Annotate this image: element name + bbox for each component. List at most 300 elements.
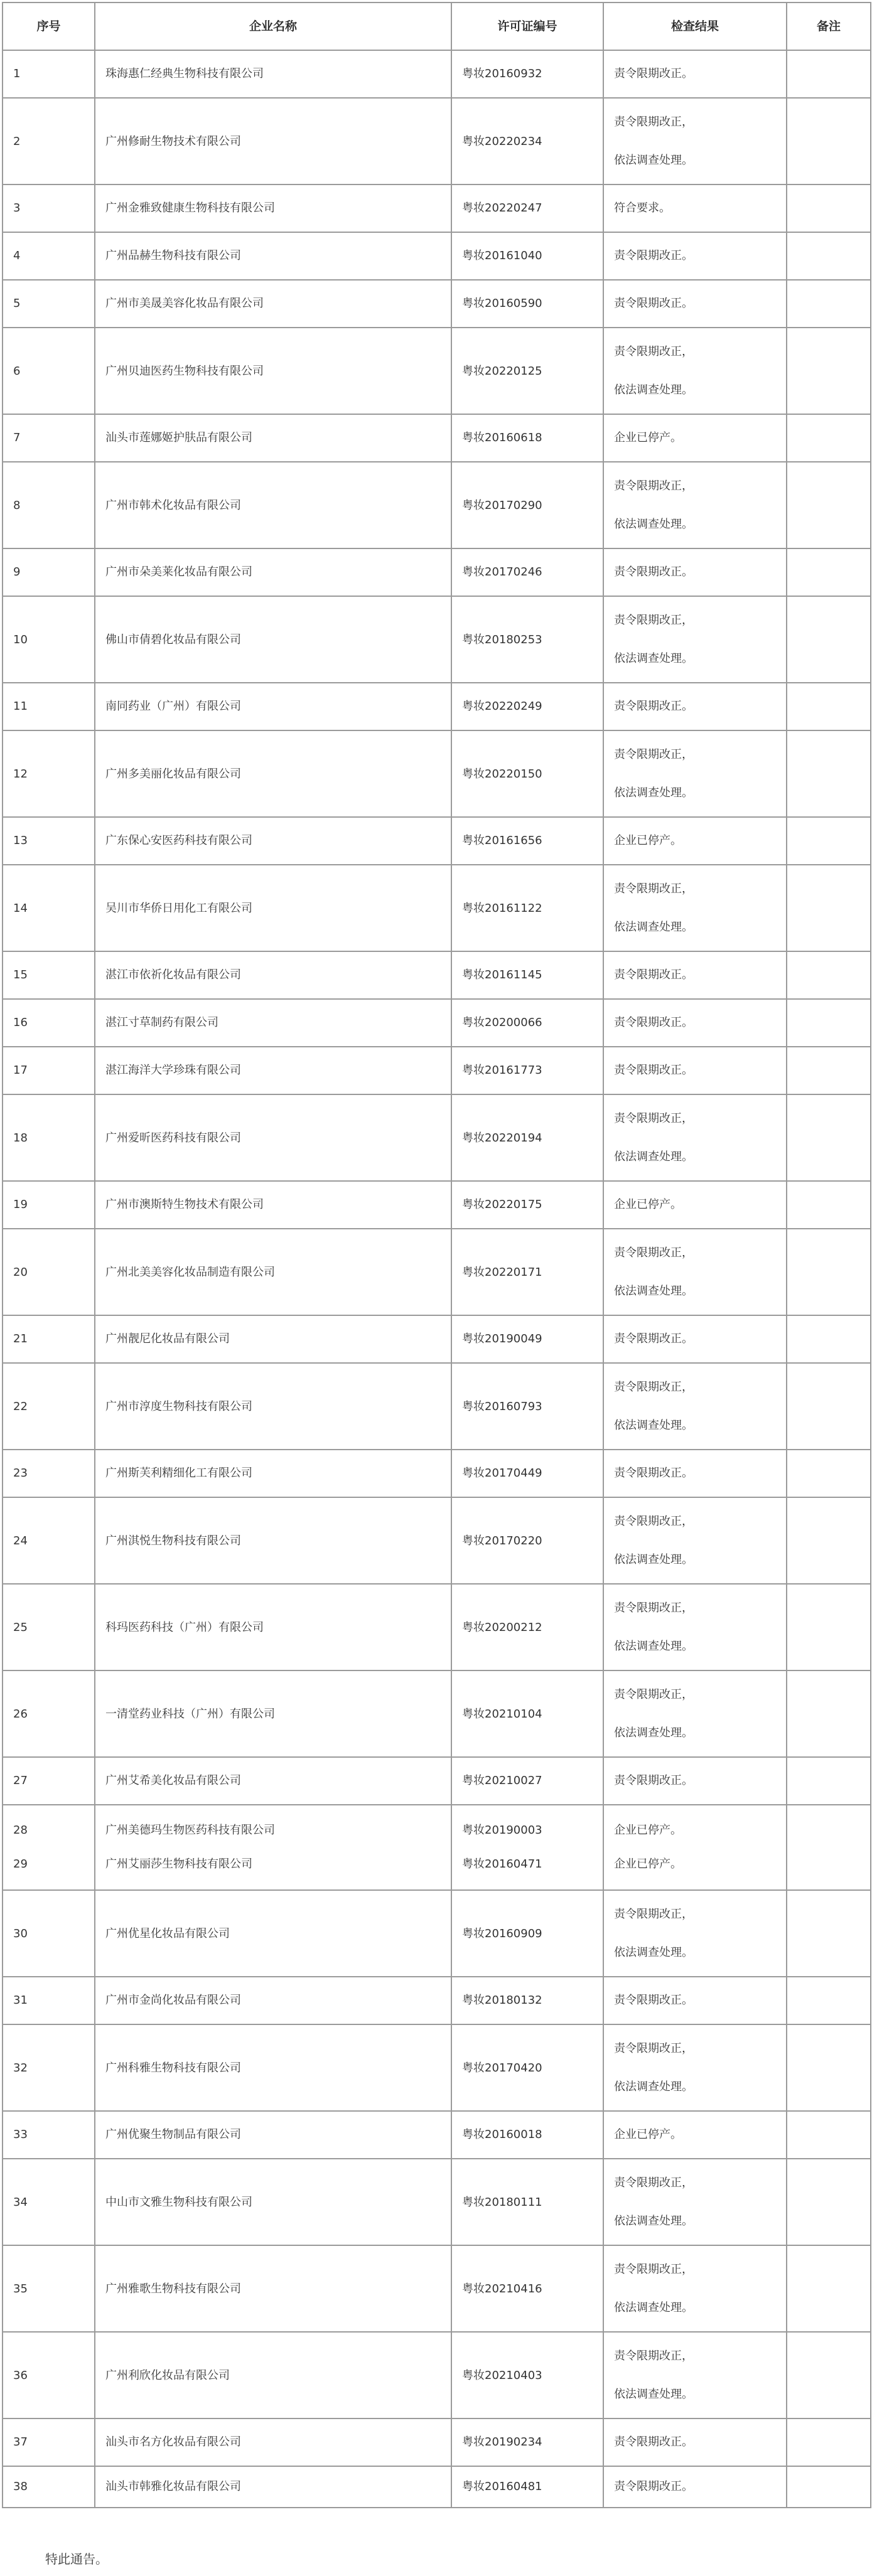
cell-seq-line: 27 [13, 1774, 28, 1787]
table-row [3, 817, 871, 865]
header-seq: 序号 [3, 3, 95, 50]
cell-company-line: 科玛医药科技（广州）有限公司 [105, 1620, 264, 1634]
cell-company-line: 广州斯芙利精细化工有限公司 [105, 1467, 252, 1480]
cell-company [95, 280, 451, 328]
table-row [3, 2332, 871, 2418]
cell-license-line: 粤妆20220234 [462, 134, 542, 148]
cell-company-line: 湛江寸草制药有限公司 [105, 1016, 218, 1029]
cell-company [95, 232, 451, 280]
cell-result [603, 1805, 787, 1890]
table-row [3, 184, 871, 232]
cell-remark [787, 280, 871, 328]
table-row [3, 1315, 871, 1363]
cell-result-line: 责令限期改正， [614, 1601, 693, 1615]
cell-seq [3, 596, 95, 683]
cell-seq [3, 1890, 95, 1977]
table-row [3, 548, 871, 596]
cell-seq-line: 7 [13, 431, 21, 444]
cell-company-line: 湛江市依祈化妆品有限公司 [105, 968, 241, 981]
cell-license [451, 683, 603, 730]
table-row [3, 462, 871, 548]
cell-remark [787, 730, 871, 817]
cell-company [95, 548, 451, 596]
cell-result [603, 1047, 787, 1094]
cell-company-line: 广州多美丽化妆品有限公司 [105, 767, 241, 781]
cell-result [603, 951, 787, 999]
cell-seq-line: 32 [13, 2061, 28, 2075]
cell-seq [3, 1181, 95, 1229]
cell-result-line: 责令限期改正。 [614, 1467, 693, 1480]
cell-company-line: 广州市韩术化妆品有限公司 [105, 498, 241, 512]
cell-seq [3, 1497, 95, 1584]
cell-license [451, 865, 603, 951]
cell-result-line: 企业已停产。 [614, 1824, 682, 1837]
cell-result-line: 企业已停产。 [614, 431, 682, 444]
cell-company-line: 汕头市莲娜姬护肤品有限公司 [105, 431, 252, 444]
cell-license [451, 414, 603, 462]
table-row [3, 280, 871, 328]
cell-result-line: 企业已停产。 [614, 1198, 682, 1211]
cell-seq-line: 23 [13, 1467, 28, 1480]
cell-company-line: 珠海惠仁经典生物科技有限公司 [105, 67, 264, 80]
cell-result [603, 2418, 787, 2466]
cell-seq-line: 17 [13, 1064, 28, 1077]
table-row [3, 2466, 871, 2508]
cell-result [603, 1315, 787, 1363]
cell-license-line: 粤妆20160618 [462, 431, 542, 444]
cell-seq-line: 33 [13, 2128, 28, 2141]
cell-result [603, 184, 787, 232]
cell-company [95, 1181, 451, 1229]
cell-company [95, 98, 451, 184]
cell-license [451, 951, 603, 999]
cell-result-line: 责令限期改正， [614, 1688, 693, 1701]
table-row [3, 683, 871, 730]
cell-remark [787, 596, 871, 683]
cell-company [95, 1497, 451, 1584]
cell-remark [787, 817, 871, 865]
cell-company [95, 1757, 451, 1805]
cell-remark [787, 2418, 871, 2466]
cell-seq [3, 2332, 95, 2418]
cell-remark [787, 2159, 871, 2245]
cell-license-line: 粤妆20220171 [462, 1265, 542, 1279]
cell-result-line: 责令限期改正， [614, 345, 693, 358]
cell-result-line: 依法调查处理。 [614, 518, 693, 531]
cell-result [603, 1497, 787, 1584]
cell-company-line: 广州艾丽莎生物科技有限公司 [105, 1857, 252, 1871]
cell-license-line: 粤妆20160018 [462, 2128, 542, 2141]
table-row [3, 1363, 871, 1450]
cell-result [603, 328, 787, 414]
cell-seq [3, 1670, 95, 1757]
table-row [3, 1229, 871, 1315]
cell-result [603, 817, 787, 865]
cell-remark [787, 2332, 871, 2418]
cell-seq [3, 462, 95, 548]
cell-license-line: 粤妆20220175 [462, 1198, 542, 1211]
cell-result-line: 责令限期改正， [614, 748, 693, 761]
cell-license-line: 粤妆20170420 [462, 2061, 542, 2075]
cell-company-line: 一清堂药业科技（广州）有限公司 [105, 1707, 275, 1721]
cell-result [603, 1229, 787, 1315]
cell-company-line: 广州北美美容化妆品制造有限公司 [105, 1265, 275, 1279]
cell-remark [787, 414, 871, 462]
cell-company [95, 2245, 451, 2332]
table-row [3, 2159, 871, 2245]
cell-seq-line: 35 [13, 2282, 28, 2295]
table-row [3, 2245, 871, 2332]
cell-result-line: 责令限期改正。 [614, 2480, 693, 2493]
cell-company-line: 广州科雅生物科技有限公司 [105, 2061, 241, 2075]
cell-license-line: 粤妆20220150 [462, 767, 542, 781]
cell-result-line: 责令限期改正， [614, 1908, 693, 1921]
cell-remark [787, 1047, 871, 1094]
cell-license [451, 548, 603, 596]
cell-result-line: 企业已停产。 [614, 834, 682, 847]
cell-remark [787, 1181, 871, 1229]
cell-license [451, 999, 603, 1047]
cell-result-line: 依法调查处理。 [614, 1285, 693, 1298]
cell-result [603, 280, 787, 328]
cell-seq-line: 2 [13, 134, 21, 148]
cell-license-line: 粤妆20161122 [462, 901, 542, 915]
cell-license-line: 粤妆20210416 [462, 2282, 542, 2295]
cell-result [603, 2024, 787, 2111]
cell-seq [3, 730, 95, 817]
cell-seq-line: 36 [13, 2368, 28, 2382]
table-row [3, 232, 871, 280]
cell-company [95, 1977, 451, 2024]
table-row [3, 1181, 871, 1229]
cell-seq [3, 2466, 95, 2508]
cell-license [451, 1094, 603, 1181]
cell-company-line: 广州贝迪医药生物科技有限公司 [105, 364, 264, 378]
cell-seq-line: 30 [13, 1927, 28, 1940]
cell-license-line: 粤妆20210027 [462, 1774, 542, 1787]
cell-license [451, 1229, 603, 1315]
cell-seq-line: 11 [13, 700, 28, 713]
cell-license-line: 粤妆20160471 [462, 1857, 542, 1871]
cell-seq-line: 25 [13, 1620, 28, 1634]
table-row [3, 596, 871, 683]
cell-license-line: 粤妆20160932 [462, 67, 542, 80]
cell-company [95, 951, 451, 999]
cell-result [603, 2159, 787, 2245]
table-row [3, 2418, 871, 2466]
cell-seq [3, 2418, 95, 2466]
cell-company [95, 328, 451, 414]
cell-license-line: 粤妆20161773 [462, 1064, 542, 1077]
cell-seq [3, 2159, 95, 2245]
cell-remark [787, 462, 871, 548]
cell-remark [787, 328, 871, 414]
cell-result-line: 依法调查处理。 [614, 2301, 693, 2314]
cell-seq-line: 20 [13, 1265, 28, 1279]
cell-remark [787, 184, 871, 232]
cell-license [451, 98, 603, 184]
cell-company [95, 1047, 451, 1094]
cell-seq [3, 98, 95, 184]
table-row [3, 1450, 871, 1497]
cell-remark [787, 1094, 871, 1181]
cell-company-line: 广州市朵美莱化妆品有限公司 [105, 565, 252, 579]
cell-result [603, 2332, 787, 2418]
cell-result-line: 依法调查处理。 [614, 1640, 693, 1653]
cell-company [95, 1094, 451, 1181]
cell-seq-line: 1 [13, 67, 21, 80]
cell-result-line: 责令限期改正。 [614, 968, 693, 981]
cell-license [451, 1181, 603, 1229]
cell-company [95, 683, 451, 730]
cell-result-line: 依法调查处理。 [614, 154, 693, 167]
cell-company-line: 广东保心安医药科技有限公司 [105, 834, 252, 847]
cell-remark [787, 865, 871, 951]
cell-result-line: 依法调查处理。 [614, 2215, 693, 2228]
cell-result [603, 1670, 787, 1757]
cell-result [603, 98, 787, 184]
cell-result-line: 责令限期改正， [614, 479, 693, 493]
cell-result-line: 责令限期改正。 [614, 565, 693, 579]
cell-result [603, 548, 787, 596]
cell-result-line: 责令限期改正。 [614, 1774, 693, 1787]
cell-seq-line: 3 [13, 201, 21, 215]
cell-result-line: 责令限期改正， [614, 2263, 693, 2276]
cell-remark [787, 1315, 871, 1363]
cell-license [451, 1890, 603, 1977]
cell-company [95, 50, 451, 98]
cell-license [451, 328, 603, 414]
cell-company [95, 1363, 451, 1450]
cell-remark [787, 2245, 871, 2332]
cell-seq [3, 548, 95, 596]
cell-license-line: 粤妆20220247 [462, 201, 542, 215]
cell-company-line: 广州艾希美化妆品有限公司 [105, 1774, 241, 1787]
cell-license-line: 粤妆20180132 [462, 1994, 542, 2007]
cell-remark [787, 2111, 871, 2159]
closing-note: 特此通告。 [45, 2552, 108, 2567]
cell-seq [3, 414, 95, 462]
cell-seq [3, 1315, 95, 1363]
cell-company-line: 广州爱昕医药科技有限公司 [105, 1131, 241, 1145]
table-row [3, 1047, 871, 1094]
cell-remark [787, 1670, 871, 1757]
cell-seq [3, 817, 95, 865]
table-row [3, 999, 871, 1047]
cell-result [603, 2466, 787, 2508]
cell-company-line: 广州市金尚化妆品有限公司 [105, 1994, 241, 2007]
cell-seq [3, 1977, 95, 2024]
cell-company-line: 中山市文雅生物科技有限公司 [105, 2195, 252, 2209]
cell-seq-line: 13 [13, 834, 28, 847]
cell-company-line: 南同药业（广州）有限公司 [105, 700, 241, 713]
cell-license-line: 粤妆20190049 [462, 1332, 542, 1345]
cell-result-line: 企业已停产。 [614, 2128, 682, 2141]
cell-result-line: 责令限期改正。 [614, 1064, 693, 1077]
cell-remark [787, 2466, 871, 2508]
cell-seq [3, 1757, 95, 1805]
cell-license-line: 粤妆20200212 [462, 1620, 542, 1634]
cell-seq-line: 29 [13, 1857, 28, 1871]
cell-result [603, 1757, 787, 1805]
cell-company-line: 广州金雅致健康生物科技有限公司 [105, 201, 275, 215]
cell-license-line: 粤妆20160793 [462, 1399, 542, 1413]
cell-license [451, 1584, 603, 1670]
cell-company-line: 汕头市韩雅化妆品有限公司 [105, 2480, 241, 2493]
cell-seq-line: 9 [13, 565, 21, 579]
cell-seq-line: 5 [13, 297, 21, 310]
table-row [3, 98, 871, 184]
cell-company-line: 广州优星化妆品有限公司 [105, 1927, 230, 1940]
cell-seq-line: 14 [13, 901, 28, 915]
cell-result-line: 责令限期改正， [614, 1381, 693, 1394]
cell-license-line: 粤妆20170290 [462, 498, 542, 512]
cell-company [95, 1670, 451, 1757]
cell-result-line: 依法调查处理。 [614, 921, 693, 934]
cell-license-line: 粤妆20170220 [462, 1534, 542, 1547]
cell-license [451, 1497, 603, 1584]
cell-result [603, 730, 787, 817]
cell-remark [787, 50, 871, 98]
cell-remark [787, 999, 871, 1047]
cell-company [95, 596, 451, 683]
cell-result-line: 依法调查处理。 [614, 1419, 693, 1432]
cell-seq-line: 6 [13, 364, 21, 378]
cell-result [603, 596, 787, 683]
cell-remark [787, 951, 871, 999]
cell-company [95, 730, 451, 817]
cell-company [95, 2159, 451, 2245]
cell-seq-line: 8 [13, 498, 21, 512]
cell-result-line: 责令限期改正， [614, 614, 693, 627]
cell-seq-line: 28 [13, 1824, 28, 1837]
cell-result-line: 依法调查处理。 [614, 1150, 693, 1163]
cell-license [451, 2111, 603, 2159]
cell-result-line: 责令限期改正。 [614, 67, 693, 80]
cell-result-line: 责令限期改正。 [614, 1994, 693, 2007]
cell-company [95, 2024, 451, 2111]
cell-result-line: 责令限期改正。 [614, 297, 693, 310]
cell-license [451, 2245, 603, 2332]
table-row [3, 951, 871, 999]
cell-remark [787, 98, 871, 184]
table-row [3, 865, 871, 951]
cell-result [603, 865, 787, 951]
table-row [3, 328, 871, 414]
cell-license [451, 1315, 603, 1363]
cell-company [95, 184, 451, 232]
cell-seq [3, 1363, 95, 1450]
cell-license [451, 1363, 603, 1450]
cell-seq [3, 280, 95, 328]
header-license: 许可证编号 [451, 3, 603, 50]
cell-license [451, 2024, 603, 2111]
cell-company-line: 广州靓尼化妆品有限公司 [105, 1332, 230, 1345]
cell-seq-line: 21 [13, 1332, 28, 1345]
cell-company-line: 汕头市名方化妆品有限公司 [105, 2435, 241, 2449]
cell-result-line: 责令限期改正， [614, 1112, 693, 1125]
cell-license-line: 粤妆20180253 [462, 633, 542, 646]
table-row [3, 1670, 871, 1757]
cell-remark [787, 1584, 871, 1670]
header-remark: 备注 [787, 3, 871, 50]
cell-result [603, 1181, 787, 1229]
cell-license-line: 粤妆20170449 [462, 1467, 542, 1480]
cell-company [95, 865, 451, 951]
cell-license [451, 1757, 603, 1805]
cell-company [95, 1584, 451, 1670]
cell-license-line: 粤妆20180111 [462, 2195, 542, 2209]
table-row [3, 50, 871, 98]
cell-license-line: 粤妆20210104 [462, 1707, 542, 1721]
cell-company-line: 佛山市倩碧化妆品有限公司 [105, 633, 241, 646]
cell-seq [3, 2245, 95, 2332]
cell-license [451, 1977, 603, 2024]
cell-seq-line: 16 [13, 1016, 28, 1029]
cell-company [95, 817, 451, 865]
cell-result [603, 2111, 787, 2159]
table-row [3, 730, 871, 817]
table-row [3, 414, 871, 462]
header-company: 企业名称 [95, 3, 451, 50]
cell-license [451, 2418, 603, 2466]
cell-remark [787, 1497, 871, 1584]
cell-seq [3, 1047, 95, 1094]
cell-result-line: 依法调查处理。 [614, 383, 693, 397]
table-row [3, 1805, 871, 1890]
cell-license [451, 1450, 603, 1497]
cell-result-line: 责令限期改正， [614, 2176, 693, 2189]
table-header-row [3, 3, 871, 50]
cell-license [451, 184, 603, 232]
cell-seq-line: 18 [13, 1131, 28, 1145]
cell-company [95, 462, 451, 548]
cell-seq-line: 37 [13, 2435, 28, 2449]
cell-license-line: 粤妆20160590 [462, 297, 542, 310]
cell-remark [787, 548, 871, 596]
cell-result-line: 依法调查处理。 [614, 2388, 693, 2401]
cell-seq-line: 4 [13, 249, 21, 262]
cell-company-line: 广州修耐生物技术有限公司 [105, 134, 241, 148]
cell-result [603, 232, 787, 280]
cell-result-line: 责令限期改正， [614, 2349, 693, 2363]
cell-license-line: 粤妆20220125 [462, 364, 542, 378]
cell-seq [3, 184, 95, 232]
cell-company-line: 广州市淳度生物科技有限公司 [105, 1399, 252, 1413]
cell-seq-line: 26 [13, 1707, 28, 1721]
inspection-results-table [2, 2, 871, 2508]
table-body [3, 50, 871, 2508]
cell-result [603, 50, 787, 98]
cell-remark [787, 1363, 871, 1450]
cell-company-line: 广州美德玛生物医药科技有限公司 [105, 1824, 275, 1837]
cell-license-line: 粤妆20160909 [462, 1927, 542, 1940]
cell-company [95, 414, 451, 462]
cell-seq [3, 232, 95, 280]
cell-seq-line: 15 [13, 968, 28, 981]
cell-result-line: 责令限期改正。 [614, 2435, 693, 2449]
cell-remark [787, 1229, 871, 1315]
cell-company-line: 广州淇悦生物科技有限公司 [105, 1534, 241, 1547]
cell-seq [3, 2024, 95, 2111]
cell-license [451, 50, 603, 98]
cell-company [95, 1805, 451, 1890]
cell-remark [787, 1890, 871, 1977]
cell-seq-line: 19 [13, 1198, 28, 1211]
cell-seq [3, 1450, 95, 1497]
cell-seq [3, 1584, 95, 1670]
cell-license [451, 280, 603, 328]
